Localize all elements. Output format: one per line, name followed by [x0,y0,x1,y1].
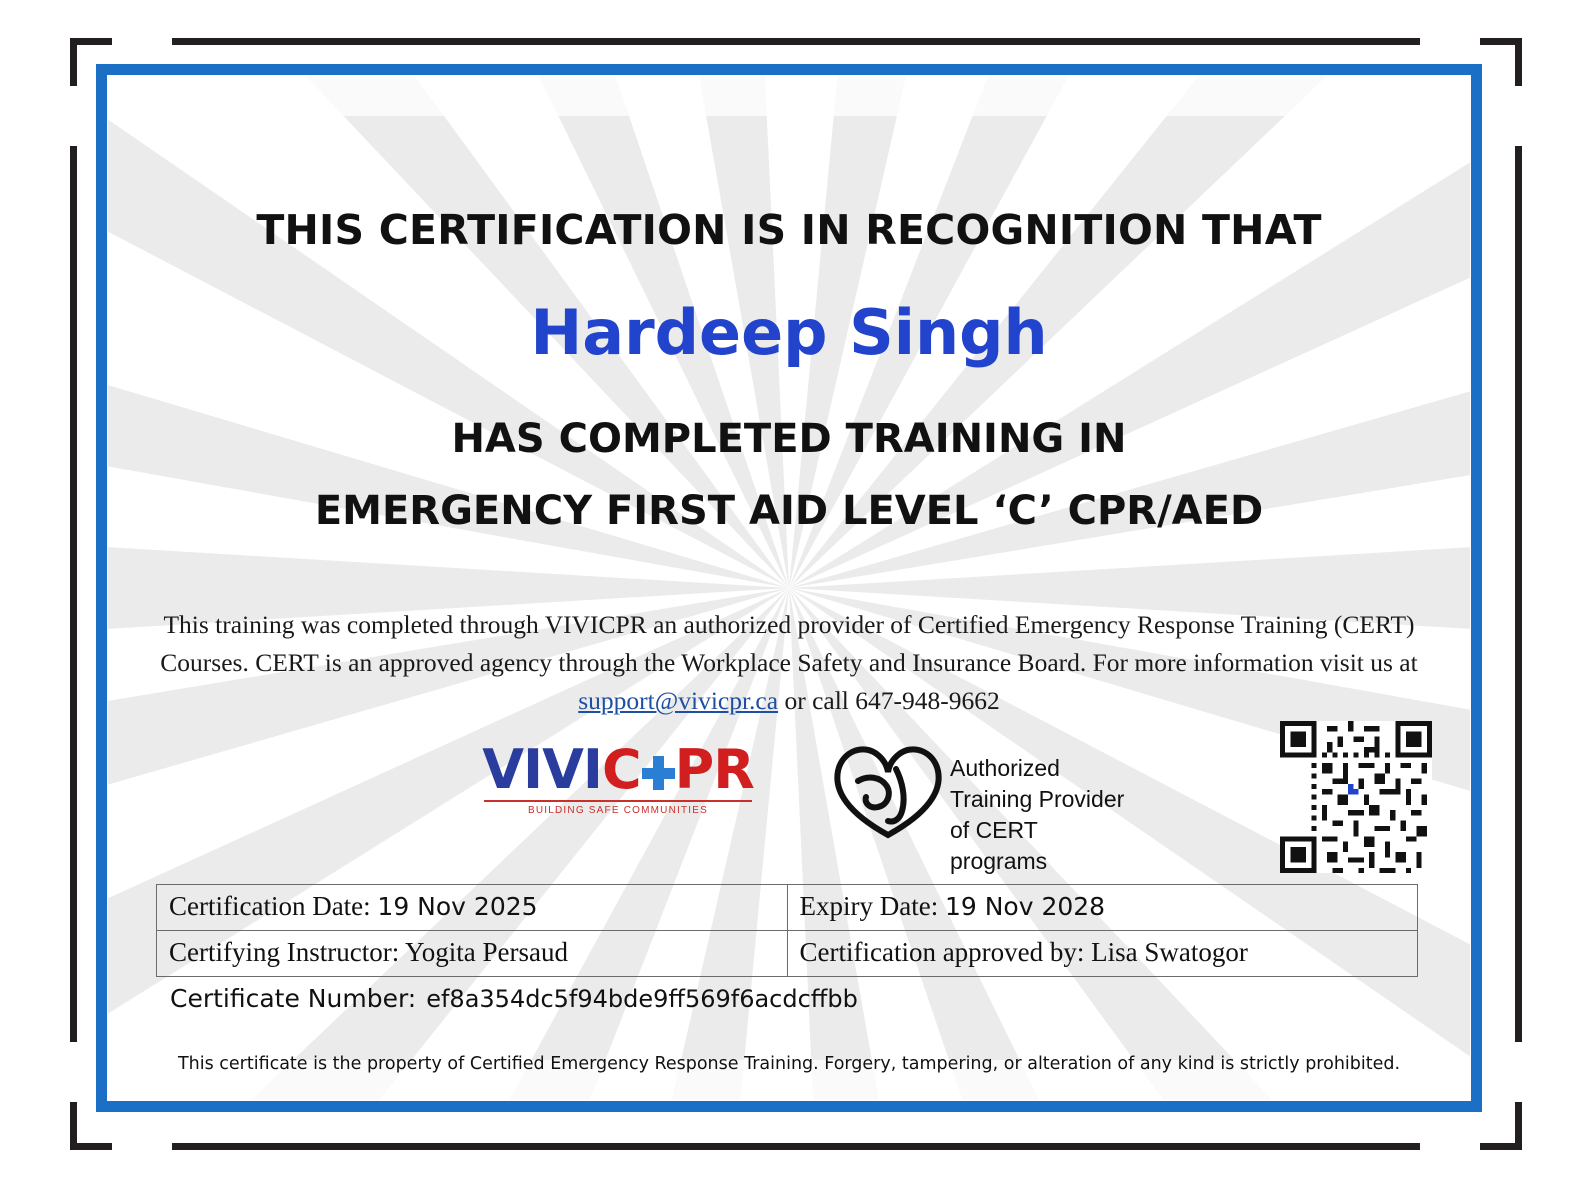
expiry-date-value: 19 Nov 2028 [944,892,1106,921]
body-text-part2: or call 647-948-9662 [778,686,1000,715]
table-row [157,931,1417,977]
approved-by-value: Lisa Swatogor [1091,937,1248,967]
frame-gap-left-top [62,86,84,146]
support-email-link[interactable]: support@vivicpr.ca [578,686,779,715]
frame-gap-left-bottom [62,1042,84,1102]
cert-heart-icon [828,735,948,845]
vivicpr-wordmark [468,738,768,801]
cert-logo [828,735,1128,874]
vivicpr-word-part1: VIVI [482,738,602,801]
headline: THIS CERTIFICATION IS IN RECOGNITION THAT [256,206,1322,254]
certificate-content [108,76,1470,1100]
footnote: This certificate is the property of Certified Emergency Response Training. Forgery, tampering, or alteration of any kind is strictly prohibited. [177,1054,1401,1074]
certification-date-label: Certification Date: [169,891,371,921]
instructor-cell [157,931,787,976]
details-table [156,884,1418,977]
medical-cross-icon [641,756,675,790]
vivicpr-word-part2: C [601,738,641,801]
expiry-date-label: Expiry Date: [799,891,939,921]
body-paragraph [158,606,1420,720]
logos-row [108,721,1470,881]
instructor-value: Yogita Persaud [404,937,568,967]
completed-line: HAS COMPLETED TRAINING IN [451,416,1127,462]
frame-gap-right-top [1508,86,1530,146]
vivicpr-tagline: BUILDING SAFE COMMUNITIES [527,805,708,816]
frame-gap-right-bottom [1508,1042,1530,1102]
instructor-label: Certifying Instructor: [169,937,400,967]
cert-line-3: of CERT programs [950,817,1048,874]
certificate-number [170,984,858,1013]
body-text-part1: This training was completed through VIVICPR an authorized provider of Certified Emergency Response Training (CERT) Courses. CERT is an approved agency through the Workplace Safety and Insurance Board. For more information visit us at [160,610,1418,677]
qr-code [1280,721,1432,873]
frame-gap-bottom-right [1420,1136,1480,1158]
certification-date-cell [157,885,787,930]
certificate-number-label: Certificate Number: [170,984,417,1013]
cert-line-2: Training Provider [950,786,1125,812]
table-row [157,885,1417,931]
vivicpr-word-part3: PR [674,738,754,801]
frame-gap-top-left [112,30,172,52]
course-title: EMERGENCY FIRST AID LEVEL ‘C’ CPR/AED [314,488,1264,534]
frame-gap-bottom-left [112,1136,172,1158]
cert-line-1: Authorized [950,755,1060,781]
frame-gap-top-right [1420,30,1480,52]
cert-logo-text [950,753,1128,877]
approved-by-cell [787,931,1418,976]
vivicpr-logo [468,738,768,816]
expiry-date-cell [787,885,1418,930]
approved-by-label: Certification approved by: [799,937,1085,967]
certification-date-value: 19 Nov 2025 [377,892,538,921]
certificate-number-value: ef8a354dc5f94bde9ff569f6acdcffbb [426,985,858,1013]
recipient-name: Hardeep Singh [530,296,1048,369]
